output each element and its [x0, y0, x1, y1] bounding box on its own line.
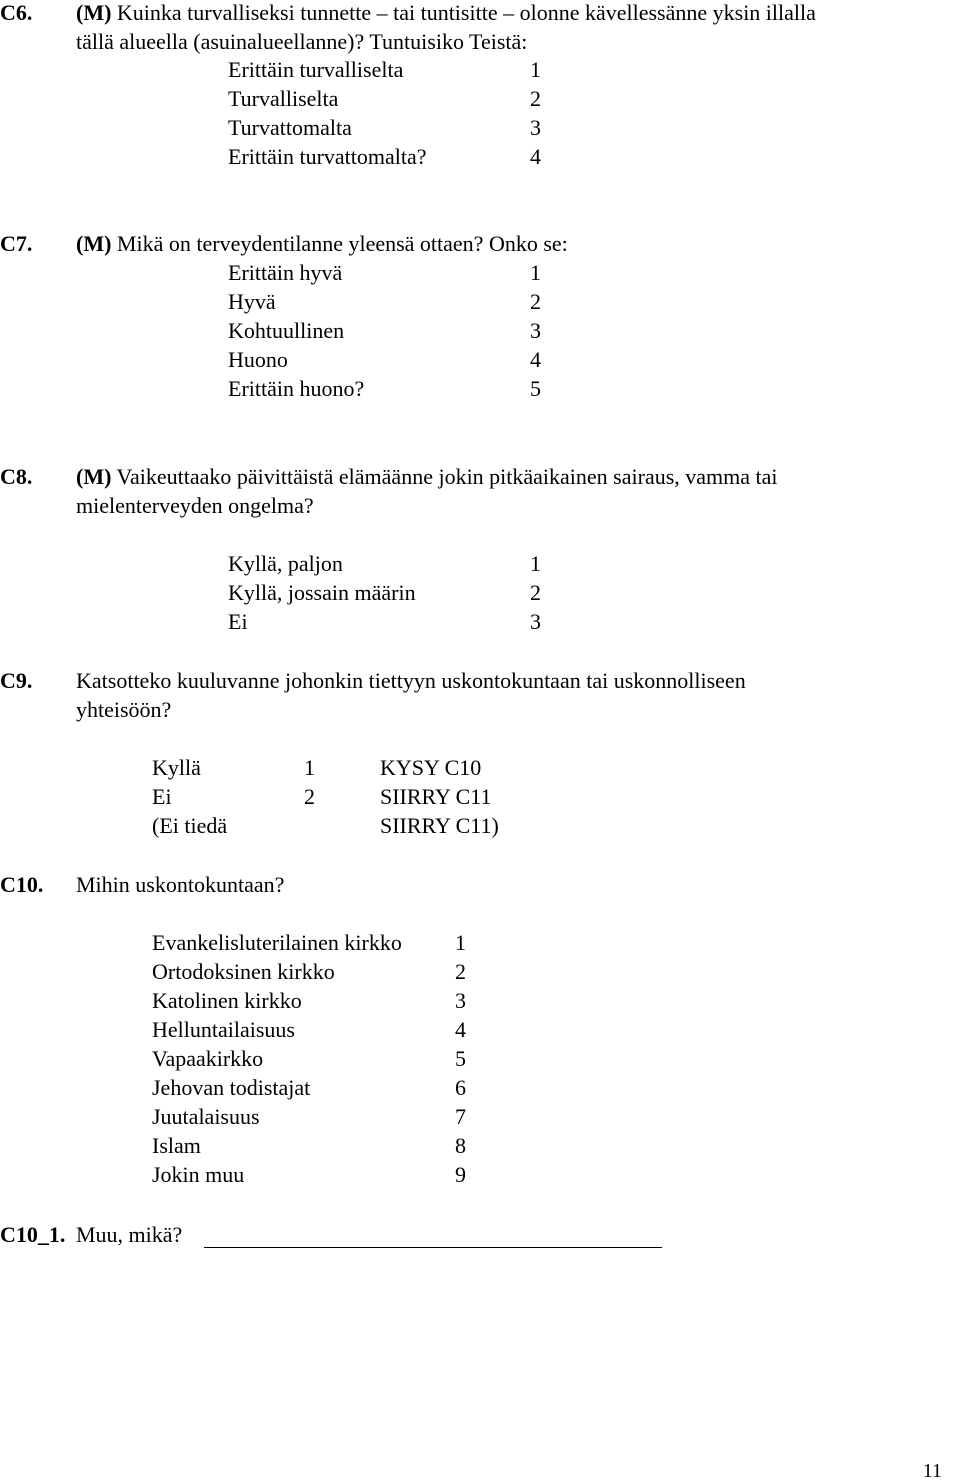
option-label: Kyllä, jossain määrin — [228, 580, 416, 605]
option-label: Jehovan todistajat — [152, 1075, 311, 1100]
question-id-c9: C9. — [0, 668, 33, 693]
option-code: 1 — [304, 755, 315, 780]
option-label: Vapaakirkko — [152, 1046, 264, 1071]
option-label: Huono — [228, 347, 288, 372]
question-text-c9: Katsotteko kuuluvanne johonkin tiettyyn uskontokuntaan tai uskonnolliseen — [76, 668, 746, 693]
option-label: Ortodoksinen kirkko — [152, 959, 335, 984]
routing-instruction: SIIRRY C11 — [380, 784, 492, 809]
option-code: 1 — [455, 930, 466, 955]
question-text-c6 — [76, 0, 816, 27]
option-label: Erittäin hyvä — [228, 260, 343, 285]
question-text-c8 — [76, 462, 778, 491]
question-text-line: Vaikeuttaako päivittäistä elämäänne jokin pitkäaikainen sairaus, vamma tai — [116, 464, 778, 489]
option-code: 9 — [455, 1162, 466, 1187]
option-label: Ei — [152, 784, 172, 809]
question-text-c7 — [76, 229, 568, 258]
option-code: 8 — [455, 1133, 466, 1158]
page-number: 11 — [922, 1460, 942, 1482]
question-text-c9-line2: yhteisöön? — [76, 697, 172, 722]
option-code: 4 — [455, 1017, 466, 1042]
option-label: Kyllä — [152, 755, 201, 780]
question-id-c8: C8. — [0, 464, 33, 489]
option-label: Helluntailaisuus — [152, 1017, 295, 1042]
option-code: 3 — [530, 609, 541, 634]
option-code: 3 — [530, 318, 541, 343]
option-label: (Ei tiedä — [152, 813, 228, 838]
option-code: 2 — [530, 289, 541, 314]
question-text-line: Kuinka turvalliseksi tunnette – tai tuntisitte – olonne kävellessänne yksin illalla — [116, 0, 816, 25]
question-text-c10-1: Muu, mikä? — [76, 1222, 183, 1247]
option-code: 2 — [455, 959, 466, 984]
option-code: 2 — [304, 784, 315, 809]
question-id-c7: C7. — [0, 231, 33, 256]
option-code: 4 — [530, 144, 541, 169]
option-code: 5 — [530, 376, 541, 401]
option-code: 2 — [530, 86, 541, 111]
option-label: Hyvä — [228, 289, 276, 314]
option-label: Juutalaisuus — [152, 1104, 260, 1129]
question-text-c8-line2: mielenterveyden ongelma? — [76, 493, 314, 518]
option-label: Jokin muu — [152, 1162, 245, 1187]
question-id-c10-1: C10_1. — [0, 1222, 66, 1247]
question-text-c10: Mihin uskontokuntaan? — [76, 872, 285, 897]
mandatory-marker: (M) — [76, 464, 112, 489]
routing-instruction: KYSY C10 — [380, 755, 482, 780]
option-code: 2 — [530, 580, 541, 605]
option-label: Turvalliselta — [228, 86, 339, 111]
mandatory-marker: (M) — [76, 231, 112, 256]
option-label: Erittäin turvattomalta? — [228, 144, 427, 169]
question-text-line: Mikä on terveydentilanne yleensä ottaen? Onko se: — [116, 231, 568, 256]
option-code: 1 — [530, 551, 541, 576]
option-label: Ei — [228, 609, 248, 634]
mandatory-marker: (M) — [76, 0, 112, 25]
option-label: Islam — [152, 1133, 201, 1158]
option-code: 4 — [530, 347, 541, 372]
option-code: 5 — [455, 1046, 466, 1071]
option-code: 6 — [455, 1075, 466, 1100]
option-label: Kyllä, paljon — [228, 551, 343, 576]
option-label: Erittäin huono? — [228, 376, 365, 401]
option-code: 3 — [455, 988, 466, 1013]
option-code: 3 — [530, 115, 541, 140]
option-label: Evankelisluterilainen kirkko — [152, 930, 402, 955]
answer-line[interactable] — [204, 1247, 662, 1248]
option-label: Erittäin turvalliselta — [228, 57, 404, 82]
option-label: Turvattomalta — [228, 115, 352, 140]
question-id-c6: C6. — [0, 0, 33, 25]
question-text-c6-line2: tällä alueella (asuinalueellanne)? Tuntuisiko Teistä: — [76, 29, 528, 54]
option-label: Katolinen kirkko — [152, 988, 302, 1013]
option-label: Kohtuullinen — [228, 318, 345, 343]
option-code: 7 — [455, 1104, 466, 1129]
option-code: 1 — [530, 260, 541, 285]
routing-instruction: SIIRRY C11) — [380, 813, 499, 838]
question-id-c10: C10. — [0, 872, 44, 897]
option-code: 1 — [530, 57, 541, 82]
